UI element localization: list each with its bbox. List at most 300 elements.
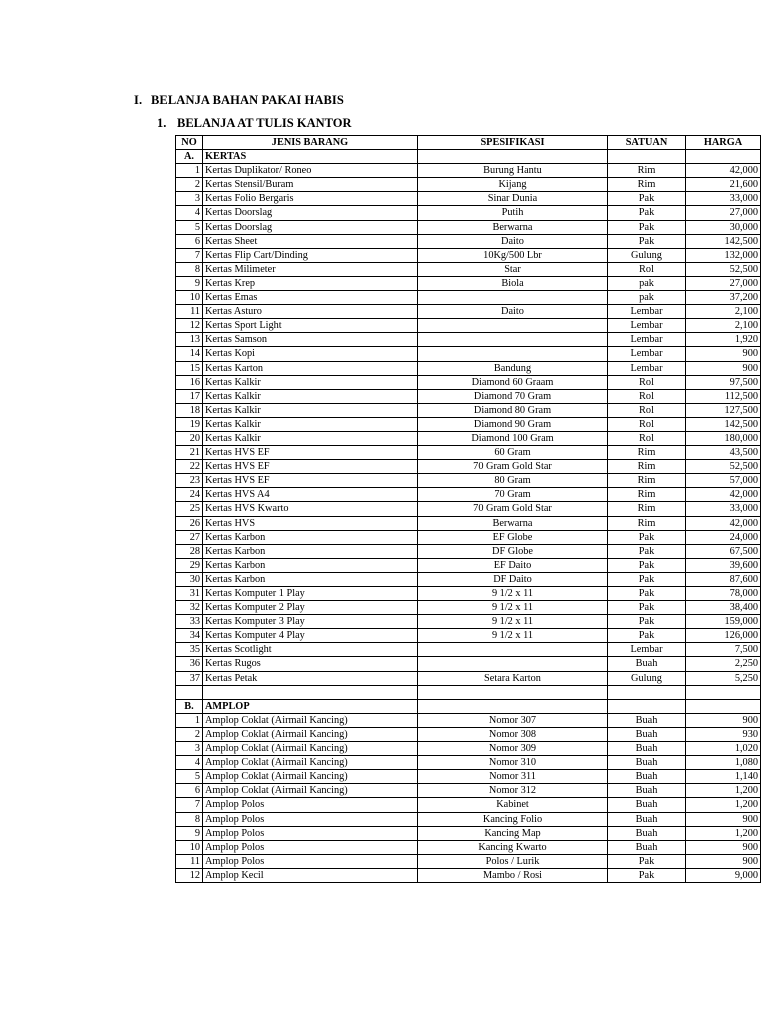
table-row: [176, 784, 761, 798]
row-item-name: Kertas HVS EF: [203, 460, 418, 474]
row-item-name: Kertas Scotlight: [203, 643, 418, 657]
subsection-heading: [157, 116, 351, 131]
row-specification: EF Globe: [418, 530, 608, 544]
row-unit: Pak: [608, 854, 686, 868]
row-item-name: Amplop Kecil: [203, 868, 418, 882]
header-jenis-barang: JENIS BARANG: [203, 136, 418, 150]
row-specification: [418, 319, 608, 333]
row-no: 6: [176, 784, 203, 798]
row-item-name: Kertas Sport Light: [203, 319, 418, 333]
row-unit: Buah: [608, 742, 686, 756]
row-item-name: Kertas Komputer 4 Play: [203, 629, 418, 643]
row-unit: Buah: [608, 798, 686, 812]
group-header-row: [176, 150, 761, 164]
row-specification: Setara Karton: [418, 671, 608, 685]
row-unit: Lembar: [608, 643, 686, 657]
row-price: 42,000: [686, 164, 761, 178]
row-unit: Gulung: [608, 248, 686, 262]
table-row: [176, 347, 761, 361]
row-price: 900: [686, 713, 761, 727]
row-specification: Diamond 90 Gram: [418, 417, 608, 431]
row-price: 57,000: [686, 474, 761, 488]
group-name: KERTAS: [203, 150, 418, 164]
row-no: 29: [176, 558, 203, 572]
row-unit: Rim: [608, 446, 686, 460]
row-no: 5: [176, 770, 203, 784]
row-no: 17: [176, 389, 203, 403]
row-no: 3: [176, 742, 203, 756]
row-item-name: Amplop Polos: [203, 826, 418, 840]
table-row: [176, 572, 761, 586]
subsection-title: BELANJA AT TULIS KANTOR: [177, 116, 352, 130]
row-unit: Lembar: [608, 319, 686, 333]
row-no: 31: [176, 587, 203, 601]
table-row: [176, 234, 761, 248]
row-item-name: Kertas Kalkir: [203, 403, 418, 417]
row-price: 1,200: [686, 798, 761, 812]
row-price: 52,500: [686, 460, 761, 474]
row-price: 33,000: [686, 502, 761, 516]
row-item-name: Kertas Stensil/Buram: [203, 178, 418, 192]
row-item-name: Amplop Coklat (Airmail Kancing): [203, 742, 418, 756]
row-item-name: Kertas Kopi: [203, 347, 418, 361]
row-specification: Sinar Dunia: [418, 192, 608, 206]
table-row: [176, 643, 761, 657]
row-price: 97,500: [686, 375, 761, 389]
section-title: BELANJA BAHAN PAKAI HABIS: [151, 93, 344, 107]
row-specification: Kancing Kwarto: [418, 840, 608, 854]
header-no: NO: [176, 136, 203, 150]
row-no: 11: [176, 854, 203, 868]
table-row: [176, 558, 761, 572]
row-no: 33: [176, 615, 203, 629]
table-row: [176, 417, 761, 431]
row-unit: Pak: [608, 615, 686, 629]
row-item-name: Kertas Doorslag: [203, 206, 418, 220]
table-row: [176, 854, 761, 868]
row-specification: 9 1/2 x 11: [418, 601, 608, 615]
row-unit: Rol: [608, 375, 686, 389]
row-item-name: Amplop Coklat (Airmail Kancing): [203, 727, 418, 741]
row-unit: pak: [608, 291, 686, 305]
group-code: A.: [176, 150, 203, 164]
row-specification: 70 Gram: [418, 488, 608, 502]
table-row: [176, 446, 761, 460]
row-unit: Gulung: [608, 671, 686, 685]
row-no: 10: [176, 291, 203, 305]
row-specification: Burung Hantu: [418, 164, 608, 178]
table-row: [176, 403, 761, 417]
row-item-name: Kertas Krep: [203, 276, 418, 290]
row-unit: Rol: [608, 431, 686, 445]
table-row: [176, 629, 761, 643]
row-price: 52,500: [686, 262, 761, 276]
row-no: 20: [176, 431, 203, 445]
row-item-name: Kertas Kalkir: [203, 375, 418, 389]
row-no: 30: [176, 572, 203, 586]
row-item-name: Kertas Milimeter: [203, 262, 418, 276]
row-specification: Diamond 100 Gram: [418, 431, 608, 445]
row-item-name: Kertas Karbon: [203, 558, 418, 572]
table-row: [176, 742, 761, 756]
row-price: 24,000: [686, 530, 761, 544]
row-price: 900: [686, 840, 761, 854]
table-row: [176, 220, 761, 234]
row-no: 3: [176, 192, 203, 206]
row-no: 12: [176, 319, 203, 333]
table-row: [176, 727, 761, 741]
table-row: [176, 713, 761, 727]
table-row: [176, 262, 761, 276]
row-no: 35: [176, 643, 203, 657]
row-specification: 9 1/2 x 11: [418, 615, 608, 629]
row-no: 19: [176, 417, 203, 431]
section-number: I.: [134, 93, 143, 107]
empty-cell: [418, 685, 608, 699]
row-specification: Nomor 308: [418, 727, 608, 741]
row-specification: Nomor 312: [418, 784, 608, 798]
row-no: 15: [176, 361, 203, 375]
group-name: AMPLOP: [203, 699, 418, 713]
row-specification: Nomor 309: [418, 742, 608, 756]
row-price: 900: [686, 854, 761, 868]
row-item-name: Amplop Polos: [203, 854, 418, 868]
row-no: 25: [176, 502, 203, 516]
row-no: 26: [176, 516, 203, 530]
subsection-number: 1.: [157, 116, 167, 130]
row-no: 11: [176, 305, 203, 319]
empty-cell: [686, 150, 761, 164]
row-specification: 70 Gram Gold Star: [418, 460, 608, 474]
row-no: 7: [176, 798, 203, 812]
header-satuan: SATUAN: [608, 136, 686, 150]
row-no: 14: [176, 347, 203, 361]
row-item-name: Kertas Komputer 3 Play: [203, 615, 418, 629]
table-row: [176, 375, 761, 389]
row-unit: Pak: [608, 192, 686, 206]
row-price: 2,100: [686, 319, 761, 333]
row-specification: Nomor 307: [418, 713, 608, 727]
row-price: 33,000: [686, 192, 761, 206]
table-row: [176, 756, 761, 770]
row-unit: Rim: [608, 502, 686, 516]
row-no: 9: [176, 826, 203, 840]
row-specification: Diamond 60 Graam: [418, 375, 608, 389]
row-price: 1,140: [686, 770, 761, 784]
row-no: 18: [176, 403, 203, 417]
row-specification: Nomor 311: [418, 770, 608, 784]
row-specification: 70 Gram Gold Star: [418, 502, 608, 516]
table-row: [176, 868, 761, 882]
row-specification: 60 Gram: [418, 446, 608, 460]
price-table: [175, 135, 761, 883]
row-item-name: Kertas Karbon: [203, 572, 418, 586]
row-unit: Rol: [608, 417, 686, 431]
header-harga: HARGA: [686, 136, 761, 150]
table-row: [176, 291, 761, 305]
row-item-name: Kertas Duplikator/ Roneo: [203, 164, 418, 178]
row-specification: 9 1/2 x 11: [418, 629, 608, 643]
row-price: 42,000: [686, 516, 761, 530]
row-unit: Buah: [608, 770, 686, 784]
empty-cell: [608, 685, 686, 699]
row-no: 2: [176, 178, 203, 192]
row-item-name: Kertas Flip Cart/Dinding: [203, 248, 418, 262]
row-specification: Polos / Lurik: [418, 854, 608, 868]
row-item-name: Kertas Asturo: [203, 305, 418, 319]
row-price: 39,600: [686, 558, 761, 572]
row-specification: Bandung: [418, 361, 608, 375]
row-no: 27: [176, 530, 203, 544]
row-unit: Pak: [608, 544, 686, 558]
table-body: [176, 150, 761, 883]
row-unit: Pak: [608, 587, 686, 601]
row-item-name: Kertas HVS Kwarto: [203, 502, 418, 516]
row-item-name: Amplop Polos: [203, 840, 418, 854]
row-specification: Mambo / Rosi: [418, 868, 608, 882]
row-item-name: Kertas Karton: [203, 361, 418, 375]
row-price: 142,500: [686, 417, 761, 431]
group-header-row: [176, 699, 761, 713]
row-item-name: Kertas Kalkir: [203, 431, 418, 445]
row-unit: Rim: [608, 516, 686, 530]
row-item-name: Kertas HVS A4: [203, 488, 418, 502]
row-specification: Berwarna: [418, 516, 608, 530]
row-price: 2,250: [686, 657, 761, 671]
row-specification: [418, 643, 608, 657]
row-no: 21: [176, 446, 203, 460]
table-row: [176, 248, 761, 262]
row-price: 1,020: [686, 742, 761, 756]
row-price: 9,000: [686, 868, 761, 882]
row-unit: Lembar: [608, 333, 686, 347]
row-price: 78,000: [686, 587, 761, 601]
row-price: 27,000: [686, 206, 761, 220]
row-unit: Pak: [608, 206, 686, 220]
table-row: [176, 305, 761, 319]
row-no: 10: [176, 840, 203, 854]
row-unit: Rim: [608, 488, 686, 502]
table-row: [176, 770, 761, 784]
row-price: 87,600: [686, 572, 761, 586]
row-unit: Buah: [608, 812, 686, 826]
row-item-name: Kertas Komputer 1 Play: [203, 587, 418, 601]
table-row: [176, 826, 761, 840]
row-no: 8: [176, 262, 203, 276]
row-unit: Pak: [608, 558, 686, 572]
table-row: [176, 178, 761, 192]
row-price: 180,000: [686, 431, 761, 445]
row-no: 22: [176, 460, 203, 474]
row-no: 6: [176, 234, 203, 248]
row-specification: Star: [418, 262, 608, 276]
row-item-name: Kertas Folio Bergaris: [203, 192, 418, 206]
row-price: 67,500: [686, 544, 761, 558]
row-item-name: Kertas Sheet: [203, 234, 418, 248]
row-item-name: Kertas Doorslag: [203, 220, 418, 234]
row-item-name: Kertas Kalkir: [203, 417, 418, 431]
row-unit: Lembar: [608, 347, 686, 361]
row-specification: Daito: [418, 234, 608, 248]
row-unit: Rim: [608, 164, 686, 178]
row-unit: Buah: [608, 713, 686, 727]
row-item-name: Kertas HVS EF: [203, 474, 418, 488]
table-row: [176, 502, 761, 516]
table-row: [176, 657, 761, 671]
table-row: [176, 206, 761, 220]
table-row: [176, 516, 761, 530]
row-no: 37: [176, 671, 203, 685]
row-price: 42,000: [686, 488, 761, 502]
row-unit: Rol: [608, 389, 686, 403]
empty-cell: [686, 699, 761, 713]
row-price: 43,500: [686, 446, 761, 460]
row-unit: Buah: [608, 727, 686, 741]
row-specification: Kancing Map: [418, 826, 608, 840]
row-no: 16: [176, 375, 203, 389]
row-item-name: Amplop Polos: [203, 812, 418, 826]
table-row: [176, 319, 761, 333]
table-row: [176, 601, 761, 615]
row-price: 1,080: [686, 756, 761, 770]
empty-cell: [176, 685, 203, 699]
spacer-row: [176, 685, 761, 699]
row-unit: Buah: [608, 826, 686, 840]
section-heading: [134, 93, 344, 108]
row-specification: EF Daito: [418, 558, 608, 572]
row-specification: Diamond 80 Gram: [418, 403, 608, 417]
row-price: 27,000: [686, 276, 761, 290]
group-code: B.: [176, 699, 203, 713]
row-no: 4: [176, 206, 203, 220]
row-item-name: Kertas Komputer 2 Play: [203, 601, 418, 615]
row-price: 37,200: [686, 291, 761, 305]
row-no: 7: [176, 248, 203, 262]
table-row: [176, 192, 761, 206]
row-no: 32: [176, 601, 203, 615]
row-price: 1,200: [686, 784, 761, 798]
empty-cell: [418, 699, 608, 713]
row-specification: Kijang: [418, 178, 608, 192]
row-price: 112,500: [686, 389, 761, 403]
row-unit: Pak: [608, 601, 686, 615]
table-row: [176, 488, 761, 502]
row-specification: Nomor 310: [418, 756, 608, 770]
row-price: 900: [686, 347, 761, 361]
row-unit: Buah: [608, 784, 686, 798]
table-row: [176, 587, 761, 601]
row-specification: [418, 347, 608, 361]
row-specification: DF Daito: [418, 572, 608, 586]
table-row: [176, 812, 761, 826]
row-price: 900: [686, 812, 761, 826]
row-item-name: Kertas Rugos: [203, 657, 418, 671]
row-price: 127,500: [686, 403, 761, 417]
row-price: 38,400: [686, 601, 761, 615]
row-no: 1: [176, 713, 203, 727]
row-price: 1,200: [686, 826, 761, 840]
table-row: [176, 544, 761, 558]
row-price: 930: [686, 727, 761, 741]
row-specification: Berwarna: [418, 220, 608, 234]
row-specification: Diamond 70 Gram: [418, 389, 608, 403]
empty-cell: [418, 150, 608, 164]
table-row: [176, 361, 761, 375]
row-specification: 9 1/2 x 11: [418, 587, 608, 601]
row-no: 34: [176, 629, 203, 643]
row-item-name: Amplop Coklat (Airmail Kancing): [203, 713, 418, 727]
empty-cell: [608, 699, 686, 713]
row-unit: Pak: [608, 572, 686, 586]
row-unit: Lembar: [608, 361, 686, 375]
row-unit: Pak: [608, 234, 686, 248]
row-no: 12: [176, 868, 203, 882]
table-row: [176, 474, 761, 488]
table-row: [176, 276, 761, 290]
row-price: 21,600: [686, 178, 761, 192]
empty-cell: [203, 685, 418, 699]
row-no: 2: [176, 727, 203, 741]
row-unit: Rol: [608, 262, 686, 276]
table-row: [176, 333, 761, 347]
row-item-name: Kertas Kalkir: [203, 389, 418, 403]
row-no: 23: [176, 474, 203, 488]
row-unit: Lembar: [608, 305, 686, 319]
row-specification: DF Globe: [418, 544, 608, 558]
row-price: 159,000: [686, 615, 761, 629]
table-row: [176, 389, 761, 403]
row-no: 1: [176, 164, 203, 178]
row-no: 4: [176, 756, 203, 770]
row-specification: Biola: [418, 276, 608, 290]
row-unit: Pak: [608, 220, 686, 234]
row-price: 900: [686, 361, 761, 375]
row-price: 126,000: [686, 629, 761, 643]
row-no: 13: [176, 333, 203, 347]
row-item-name: Amplop Coklat (Airmail Kancing): [203, 756, 418, 770]
row-no: 28: [176, 544, 203, 558]
table-row: [176, 615, 761, 629]
row-price: 7,500: [686, 643, 761, 657]
table-row: [176, 671, 761, 685]
row-item-name: Kertas Karbon: [203, 530, 418, 544]
row-unit: Rim: [608, 460, 686, 474]
row-price: 132,000: [686, 248, 761, 262]
table-row: [176, 431, 761, 445]
row-specification: 10Kg/500 Lbr: [418, 248, 608, 262]
row-specification: [418, 291, 608, 305]
row-item-name: Kertas Karbon: [203, 544, 418, 558]
row-item-name: Amplop Coklat (Airmail Kancing): [203, 770, 418, 784]
row-unit: Buah: [608, 657, 686, 671]
row-price: 5,250: [686, 671, 761, 685]
row-no: 9: [176, 276, 203, 290]
row-specification: 80 Gram: [418, 474, 608, 488]
table-row: [176, 164, 761, 178]
row-unit: Pak: [608, 868, 686, 882]
row-price: 2,100: [686, 305, 761, 319]
row-no: 36: [176, 657, 203, 671]
row-no: 24: [176, 488, 203, 502]
row-unit: Buah: [608, 840, 686, 854]
row-price: 30,000: [686, 220, 761, 234]
row-item-name: Amplop Polos: [203, 798, 418, 812]
row-item-name: Kertas HVS EF: [203, 446, 418, 460]
row-price: 142,500: [686, 234, 761, 248]
table-header-row: [176, 136, 761, 150]
row-item-name: Kertas Samson: [203, 333, 418, 347]
row-specification: Daito: [418, 305, 608, 319]
